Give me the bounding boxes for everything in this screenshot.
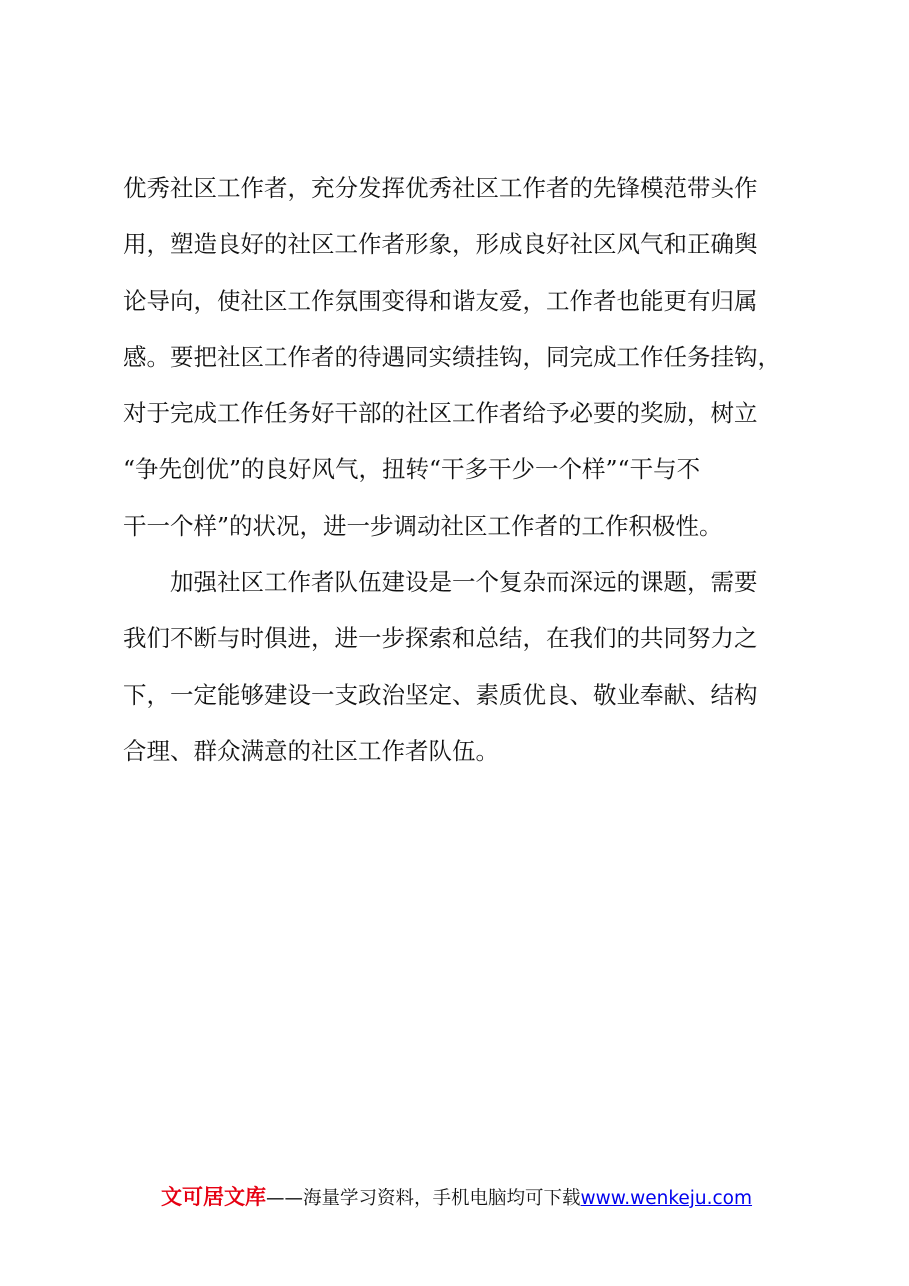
document-body [123,160,803,779]
text-line: 加强社区工作者队伍建设是一个复杂而深远的课题，需要 [123,568,758,597]
text-line: 论导向，使社区工作氛围变得和谐友爱，工作者也能更有归属 [123,286,758,315]
text-line: 感。要把社区工作者的待遇同实绩挂钩，同完成工作任务挂钩， [123,342,781,371]
text-line: 优秀社区工作者，充分发挥优秀社区工作者的先锋模范带头作 [123,174,758,202]
text-line: 合理、群众满意的社区工作者队伍。 [123,736,499,765]
text-line: 干一个样”的状况，进一步调动社区工作者的工作积极性。 [123,511,723,540]
text-line: “争先创优”的良好风气，扭转“干多干少一个样”“干与不 [123,455,701,484]
text-line: 我们不断与时俱进，进一步探索和总结，在我们的共同努力之 [123,624,758,653]
website-link[interactable]: www.wenkeju.com [580,1188,753,1209]
text-line: 对于完成工作任务好干部的社区工作者给予必要的奖励，树立 [123,399,758,428]
text-line: 用，塑造良好的社区工作者形象，形成良好社区风气和正确舆 [123,230,758,259]
footer-banner [161,1182,752,1212]
brand-name: 文可居文库 [161,1185,266,1209]
text-line: 下，一定能够建设一支政治坚定、素质优良、敬业奉献、结构 [123,680,758,709]
footer-tagline: ——海量学习资料，手机电脑均可下载 [266,1188,581,1209]
